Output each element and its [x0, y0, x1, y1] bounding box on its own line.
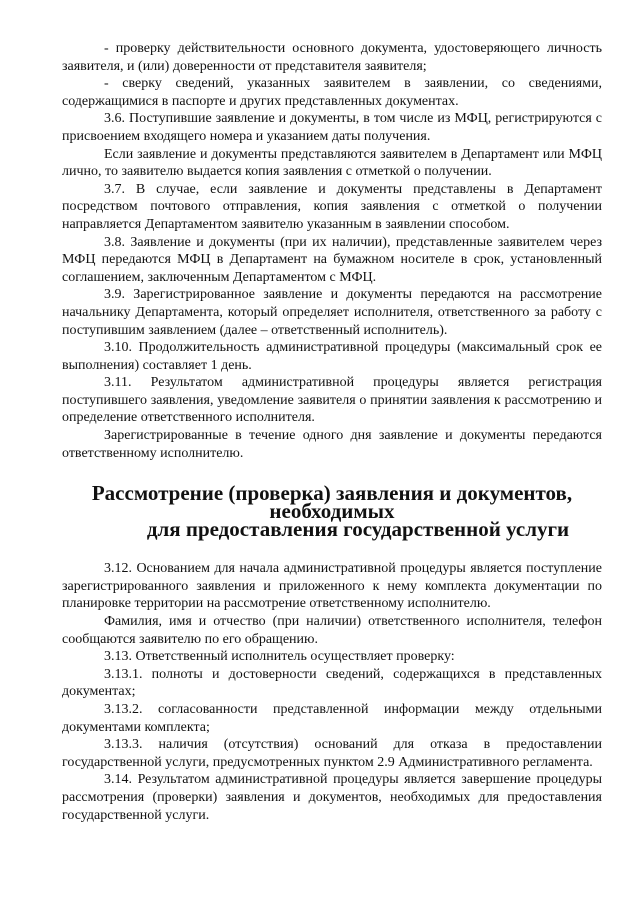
- paragraph-3-12: 3.12. Основанием для начала административной процедуры является поступление зарегистрированного заявления и приложенного к нему комплекта документации по планировке территории на рассмотрение ответственному исполнителю.: [62, 561, 602, 612]
- paragraph-3-7: 3.7. В случае, если заявление и документы представлены в Департамент посредством почтового отправления, копия заявления с отметкой о получении направляется Департаментом заявителю указанным в заявлении способом.: [62, 181, 602, 232]
- section-heading-line-1: Рассмотрение (проверка) заявления и документов, необходимых: [91, 481, 573, 524]
- paragraph-3-13-2: 3.13.2. согласованности представленной информации между отдельными документами комплекта;: [62, 702, 602, 735]
- paragraph-document-check: - проверку действительности основного документа, удостоверяющего личность заявителя, и (или) доверенности от представителя заявителя;: [62, 41, 602, 74]
- paragraph-registered-transfer: Зарегистрированные в течение одного дня заявление и документы передаются ответственному исполнителю.: [62, 428, 602, 461]
- section-heading: [62, 481, 602, 542]
- paragraph-3-13-1: 3.13.1. полноты и достоверности сведений, содержащихся в представленных документах;: [62, 666, 602, 700]
- paragraph-3-9: 3.9. Зарегистрированное заявление и документы передаются на рассмотрение начальнику Департамента, который определяет исполнителя, ответственного за работу с поступившим заявлением (далее – ответственный исполнитель).: [62, 287, 602, 338]
- section-heading-line-2: для предоставления государственной услуги: [146, 517, 570, 542]
- paragraph-data-reconciliation: - сверку сведений, указанных заявителем в заявлении, со сведениями, содержащимися в паспорте и других представленных документах.: [62, 76, 602, 109]
- paragraph-3-13: 3.13. Ответственный исполнитель осуществляет проверку:: [104, 649, 455, 665]
- paragraph-3-13-3: 3.13.3. наличия (отсутствия) оснований для отказа в предоставлении государственной услуги, предусмотренных пунктом 2.9 Административного регламента.: [62, 737, 602, 770]
- paragraph-3-6: 3.6. Поступившие заявление и документы, в том числе из МФЦ, регистрируются с присвоением входящего номера и указанием даты получения.: [62, 111, 602, 144]
- paragraph-executor-contact: Фамилия, имя и отчество (при наличии) ответственного исполнителя, телефон сообщаются заявителю по его обращению.: [62, 614, 602, 647]
- paragraph-3-8: 3.8. Заявление и документы (при их наличии), представленные заявителем через МФЦ передаются МФЦ в Департамент на бумажном носителе в срок, установленный соглашением, заключенным Департаментом с МФЦ.: [62, 234, 602, 285]
- paragraph-copy-issued: Если заявление и документы представляются заявителем в Департамент или МФЦ лично, то заявителю выдается копия заявления с отметкой о получении.: [62, 146, 602, 180]
- paragraph-3-10: 3.10. Продолжительность административной процедуры (максимальный срок ее выполнения) составляет 1 день.: [62, 340, 602, 373]
- section-spacer: [62, 538, 602, 560]
- paragraph-3-14: 3.14. Результатом административной процедуры является завершение процедуры рассмотрения (проверки) заявления и документов, необходимых для предоставления государственной услуги.: [62, 772, 602, 823]
- paragraph-3-11: 3.11. Результатом административной процедуры является регистрация поступившего заявления, уведомление заявителя о принятии заявления к рассмотрению и определение ответственного исполнителя.: [62, 375, 602, 426]
